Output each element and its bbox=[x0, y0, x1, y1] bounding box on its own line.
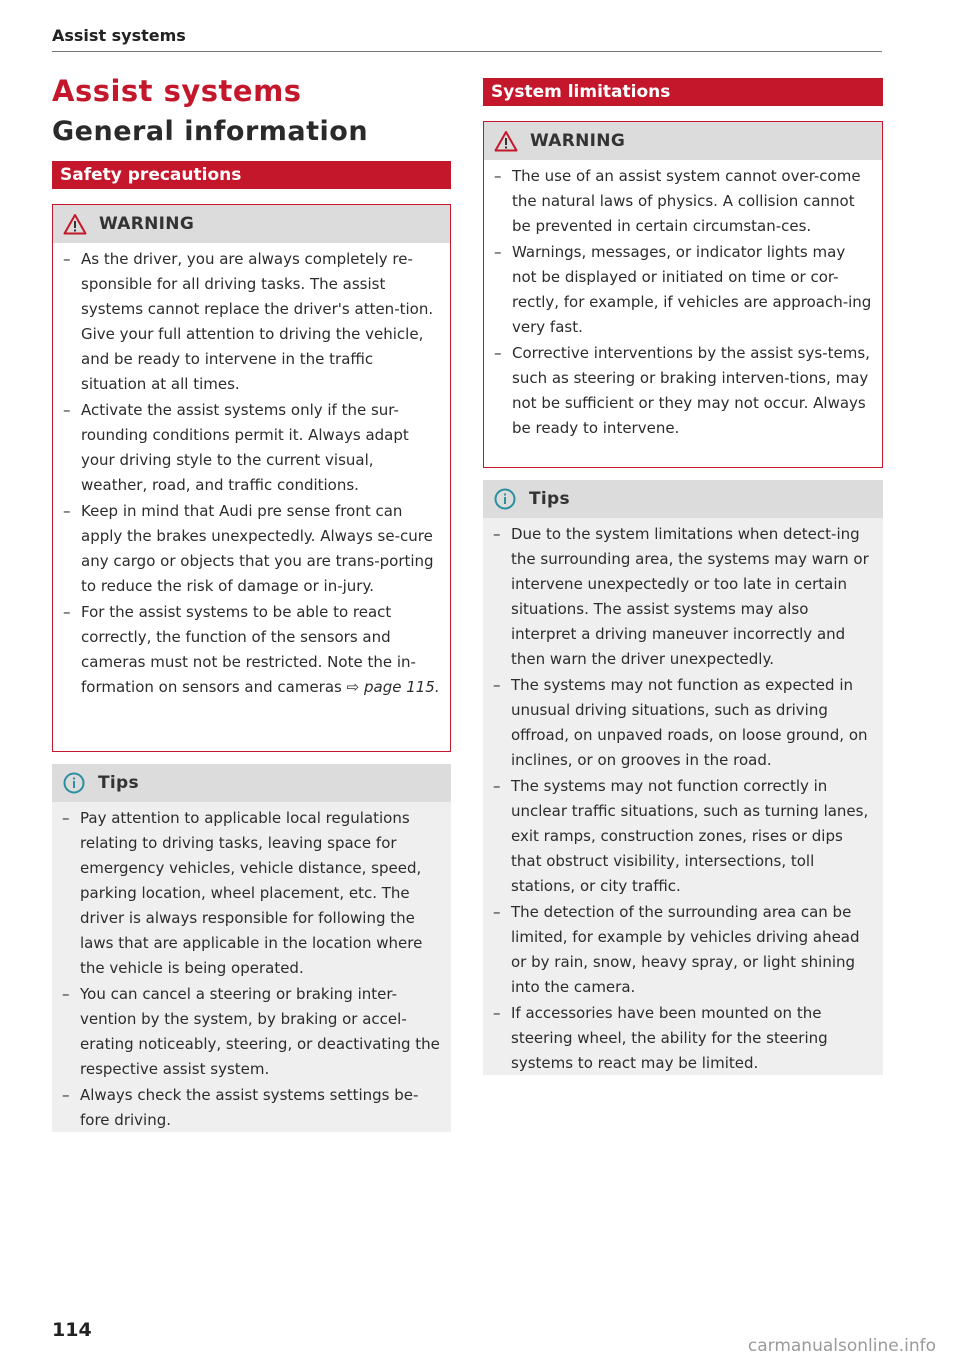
section-title: General information bbox=[52, 116, 369, 147]
running-header: Assist systems bbox=[52, 26, 882, 52]
right-tips-label: Tips bbox=[529, 489, 570, 509]
list-item: – Corrective interventions by the assist sys-tems, such as steering or braking interven-tions, may not be sufficient or they may not occur. Always be ready to intervene. bbox=[494, 341, 872, 441]
warning-triangle-icon bbox=[494, 130, 518, 152]
left-tips-header bbox=[52, 764, 451, 802]
left-tips-label: Tips bbox=[98, 773, 139, 793]
right-warning-box bbox=[483, 121, 883, 468]
right-warning-header bbox=[484, 122, 882, 160]
list-item: – Pay attention to applicable local regulations relating to driving tasks, leaving space for emergency vehicles, vehicle distance, speed, parking location, wheel placement, etc. The driver is always responsible for following the laws that are applicable in the location where the vehicle is being operated. bbox=[62, 806, 441, 981]
list-item: – As the driver, you are always completely re-sponsible for all driving tasks. The assist systems cannot replace the driver's atten-tion. Give your full attention to driving the vehicle, and be ready to intervene in the traffic situation at all times. bbox=[63, 247, 440, 397]
list-item: – Keep in mind that Audi pre sense front can apply the brakes unexpectedly. Always se-cure any cargo or objects that you are trans-porting to reduce the risk of damage or in-jury. bbox=[63, 499, 440, 599]
right-warning-list bbox=[484, 160, 882, 448]
warning-triangle-icon bbox=[63, 213, 87, 235]
list-item: – You can cancel a steering or braking inter-vention by the system, by braking or accel-erating noticeably, steering, or deactivating the respective assist system. bbox=[62, 982, 441, 1082]
list-item: – Activate the assist systems only if the sur-rounding conditions permit it. Always adapt your driving style to the current visual, weather, road, and traffic conditions. bbox=[63, 398, 440, 498]
list-item: – The use of an assist system cannot over-come the natural laws of physics. A collision cannot be prevented in certain circumstan-ces. bbox=[494, 164, 872, 239]
list-item: – The detection of the surrounding area can be limited, for example by vehicles driving ahead or by rain, snow, heavy spray, or light shining into the camera. bbox=[493, 900, 873, 1000]
list-item: – Due to the system limitations when detect-ing the surrounding area, the systems may warn or intervene unexpectedly or too late in certain situations. The assist systems may also interpret a driving maneuver incorrectly and then warn the driver unexpectedly. bbox=[493, 522, 873, 672]
left-warning-header bbox=[53, 205, 450, 243]
safety-precautions-bar: Safety precautions bbox=[52, 161, 451, 189]
list-item bbox=[63, 600, 440, 700]
left-warning-list bbox=[53, 243, 450, 707]
list-item: – Always check the assist systems settings be-fore driving. bbox=[62, 1083, 441, 1133]
chapter-title: Assist systems bbox=[52, 74, 302, 108]
right-warning-label: WARNING bbox=[530, 131, 626, 151]
info-circle-icon bbox=[493, 488, 517, 510]
list-item-text: For the assist systems to be able to react correctly, the function of the sensors and cameras must not be restricted. Note the in-formation on sensors and cameras bbox=[81, 603, 416, 696]
right-tips-list bbox=[483, 518, 883, 1083]
left-warning-box bbox=[52, 204, 451, 752]
left-warning-label: WARNING bbox=[99, 214, 195, 234]
left-tips-box bbox=[52, 764, 451, 1132]
page-reference-link[interactable]: ⇨ page 115. bbox=[346, 678, 440, 696]
list-item: – Warnings, messages, or indicator lights may not be displayed or initiated on time or cor-rectly, for example, if vehicles are approach-ing very fast. bbox=[494, 240, 872, 340]
left-tips-list bbox=[52, 802, 451, 1140]
list-item: – The systems may not function correctly in unclear traffic situations, such as turning lanes, exit ramps, construction zones, rises or dips that obstruct visibility, intersections, toll stations, or city traffic. bbox=[493, 774, 873, 899]
info-circle-icon bbox=[62, 772, 86, 794]
watermark: carmanualsonline.info bbox=[747, 1336, 936, 1356]
page-number: 114 bbox=[52, 1319, 92, 1341]
list-item: – The systems may not function as expected in unusual driving situations, such as driving offroad, on unpaved roads, on loose ground, on inclines, or on grooves in the road. bbox=[493, 673, 873, 773]
right-tips-header bbox=[483, 480, 883, 518]
system-limitations-bar: System limitations bbox=[483, 78, 883, 106]
list-item: – If accessories have been mounted on the steering wheel, the ability for the steering systems to react may be limited. bbox=[493, 1001, 873, 1076]
right-tips-box bbox=[483, 480, 883, 1075]
